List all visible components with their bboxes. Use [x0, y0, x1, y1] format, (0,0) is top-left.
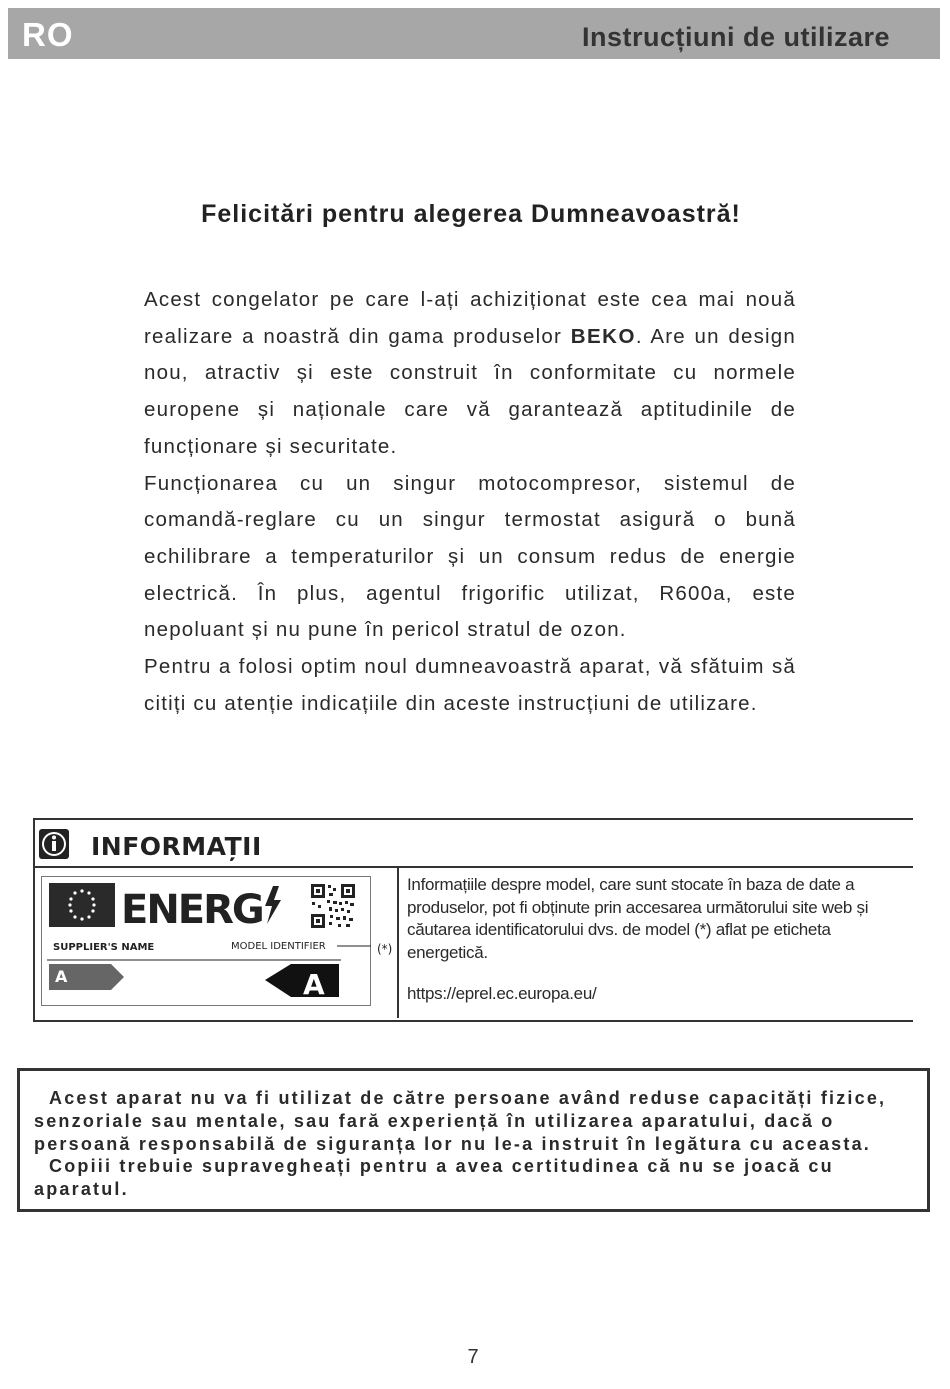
eprel-link[interactable]: https://eprel.ec.europa.eu/ — [407, 984, 597, 1003]
header-title: Instrucțiuni de utilizare — [581, 22, 890, 52]
information-heading: INFORMAȚII — [91, 832, 262, 861]
info-icon — [39, 829, 69, 859]
page-headline: Felicitări pentru alegerea Dumneavoastră! — [201, 200, 741, 228]
warning-paragraph-1: Acest aparat nu va fi utilizat de către persoane având reduse capacități fizice, senzoriale sau mentale, sau fară experiență în utilizarea aparatului, dacă o persoană responsabilă de siguranța lor nu le-a instruit în legătura cu aceasta. — [34, 1088, 887, 1154]
intro-paragraph-2: Funcționarea cu un singur motocompresor, sistemul de comandă-reglare cu un singur termostat asigură o bună echilibrare a temperaturilor și un consum redus de energie electrică. În plus, agentul frigorific utilizat, R600a, este nepoluant și nu pune în pericol stratul de ozon. — [144, 471, 796, 642]
energy-class-big: A — [303, 968, 325, 1001]
supplier-name-label: SUPPLIER'S NAME — [53, 942, 155, 953]
warning-paragraph-2: Copiii trebuie supravegheați pentru a avea certitudinea că nu se joacă cu aparatul. — [34, 1156, 834, 1200]
model-marker: (*) — [377, 942, 393, 956]
safety-warning-box — [17, 1068, 930, 1212]
information-box — [33, 818, 913, 1022]
energy-label-image — [41, 876, 371, 1006]
intro-p1-start: Acest congelator pe care l-ați achiziționat este cea mai nouă realizare a noastră din gama produselor — [144, 288, 796, 348]
brand-name: BEKO — [570, 324, 636, 348]
intro-text — [144, 282, 796, 722]
language-code: RO — [22, 16, 74, 53]
safety-warning-text — [34, 1087, 914, 1201]
energy-word: ENERG — [121, 887, 263, 933]
intro-paragraph-3: Pentru a folosi optim noul dumneavoastră aparat, vă sfătuim să citiți cu atenție indicațiile din aceste instrucțiuni de utilizare. — [144, 655, 796, 715]
model-identifier-label: MODEL IDENTIFIER — [231, 941, 326, 952]
information-description: Informațiile despre model, care sunt stocate în baza de date a produselor, pot fi obținute prin accesarea următorului site web și căutarea identificatorului dvs. de model (*) aflat pe eticheta energetică. — [407, 875, 869, 962]
information-divider — [397, 866, 399, 1018]
qr-code-icon — [311, 884, 355, 928]
intro-paragraph-1 — [144, 282, 796, 466]
header-bar — [8, 8, 940, 59]
energy-class-small: A — [55, 967, 68, 986]
information-header — [35, 820, 913, 868]
page-number: 7 — [467, 1346, 479, 1368]
intro-p1-end: . Are un design nou, atractiv și este construit în conformitate cu normele europene și naționale care vă garantează aptitudinile de funcționare și securitate. — [144, 324, 796, 458]
